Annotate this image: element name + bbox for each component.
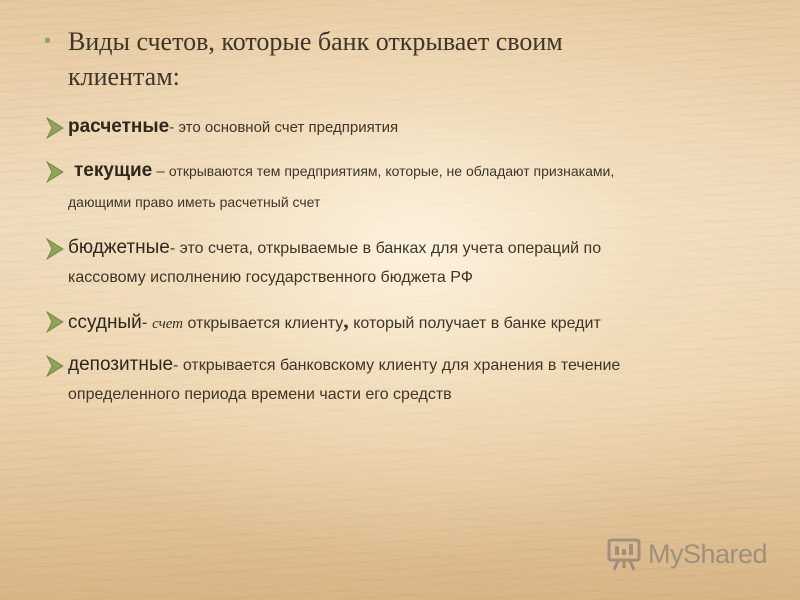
item-description: - это счета, открываемые в банках для учета операций по [169,240,602,257]
title-line-2: клиентам: [68,62,180,91]
arrow-bullet-icon [46,311,64,333]
item-term: текущие [74,160,153,181]
item-description: - это основной счет предприятия [169,119,399,136]
item-italic-word: счет [152,316,184,332]
item-text [74,157,766,186]
item-text [68,113,766,142]
item-term: депозитные [68,354,174,375]
list-item [46,113,766,142]
item-description: открываются тем предприятиям, которые, не обладают признаками, [168,163,615,179]
list-item [46,351,766,409]
title-line-1: Виды счетов, которые банк открывает своим [68,27,563,56]
item-description-tail: который получает в банке кредит [348,315,601,332]
list-item [46,307,766,338]
item-description-line-2: определенного периода времени части его средств [68,386,452,403]
item-text [68,351,766,409]
title-text [68,24,744,94]
arrow-bullet-icon [46,238,64,260]
item-term: ссудный [68,312,142,333]
item-comma: , [343,308,349,333]
slide-title [44,24,744,94]
item-dash: – [152,163,169,180]
item-description-line-2: кассовому исполнению государственного бюджета РФ [68,269,473,286]
item-text [68,307,766,338]
logo-text: MyShared [648,538,768,569]
arrow-bullet-icon [46,161,64,183]
item-description: открывается клиенту [183,315,344,332]
list-item [46,157,766,216]
item-description: - открывается банковскому клиенту для хранения в течение [173,357,621,374]
bullet-dot-icon: • [44,30,52,52]
list-item [46,234,766,292]
item-term: расчетные [68,116,170,137]
arrow-bullet-icon [46,355,64,377]
item-term: бюджетные [68,237,170,258]
myshared-logo [606,536,776,572]
item-text-continuation [68,188,766,216]
item-dash: - [141,313,153,332]
item-description-line-2: дающими право иметь расчетный счет [68,194,321,210]
item-text [68,234,766,292]
arrow-bullet-icon [46,117,64,139]
presentation-board-icon [606,537,642,571]
